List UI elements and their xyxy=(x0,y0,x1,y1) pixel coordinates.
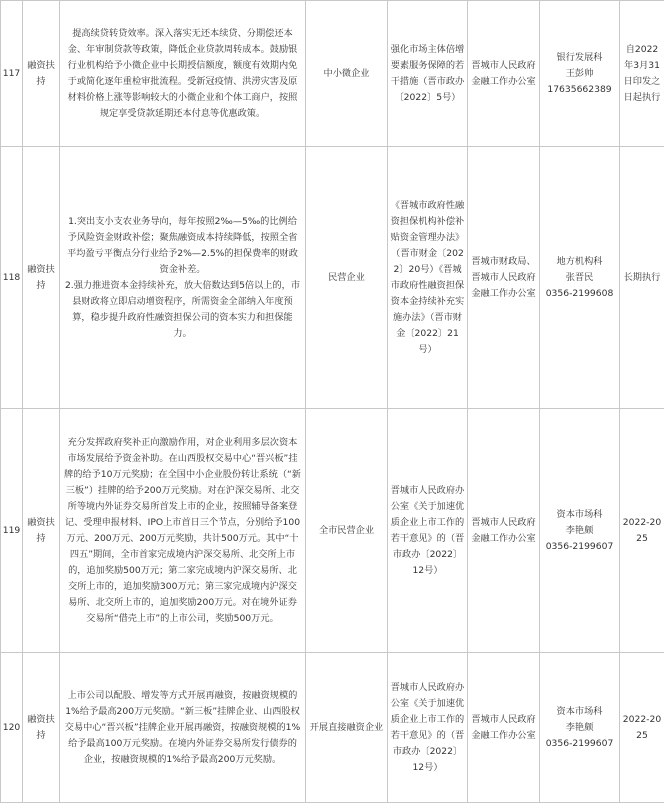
contact-phone: 0356-2199607 xyxy=(542,539,617,555)
policy-paragraph: 1.突出支小支农业务导向，每年按照2‰—5‰的比例给予风险资金财政补偿；聚焦融资成本持续降低，按照全省平均盈亏平衡点分行业给予2%—2.5%的担保费率的财政资金补差。 xyxy=(64,214,301,278)
target-cell: 全市民营企业 xyxy=(306,409,388,653)
category-cell: 融资扶持 xyxy=(23,409,60,653)
policy-content-cell xyxy=(60,409,306,653)
contact-phone: 17635662389 xyxy=(542,82,617,98)
contact-phone: 0356-2199607 xyxy=(542,736,617,752)
contact-person: 张晋民 xyxy=(542,270,617,286)
category-cell: 融资扶持 xyxy=(23,653,60,803)
contact-person: 李艳颇 xyxy=(542,720,617,736)
contact-person: 王彭帅 xyxy=(542,66,617,82)
row-number: 119 xyxy=(1,409,23,653)
contact-section: 银行发展科 xyxy=(542,50,617,66)
department-cell: 晋城市财政局、晋城市人民政府金融工作办公室 xyxy=(468,147,540,409)
policy-content-cell xyxy=(60,147,306,409)
policy-paragraph: 提高续贷转贷效率。深入落实无还本续贷、分期偿还本金、年审制贷款等政策，降低企业贷款周转成本。鼓励银行业机构给予小微企业中长期授信额度，额度有效期内免于或简化逐年重检审批流程。受新冠疫情、洪涝灾害及原材料价格上涨等影响较大的小微企业和个体工商户，按照规定享受贷款延期还本付息等优惠政策。 xyxy=(64,26,301,122)
department-cell: 晋城市人民政府金融工作办公室 xyxy=(468,409,540,653)
row-number: 120 xyxy=(1,653,23,803)
policy-content-cell xyxy=(60,653,306,803)
target-cell: 民营企业 xyxy=(306,147,388,409)
contact-cell xyxy=(540,653,620,803)
target-cell: 中小微企业 xyxy=(306,1,388,147)
basis-cell: 强化市场主体倍增要素服务保障的若干措施（晋市政办〔2022〕5号） xyxy=(388,1,468,147)
row-number: 118 xyxy=(1,147,23,409)
contact-section: 资本市场科 xyxy=(542,704,617,720)
contact-section: 资本市场科 xyxy=(542,507,617,523)
contact-cell xyxy=(540,409,620,653)
period-cell: 2022-2025 xyxy=(620,409,664,653)
category-cell: 融资扶持 xyxy=(23,147,60,409)
contact-cell xyxy=(540,1,620,147)
policy-paragraph: 充分发挥政府奖补正向激励作用，对企业利用多层次资本市场发展给予资金补助。在山西股权交易中心“晋兴板”挂牌的给予10万元奖励；在全国中小企业股份转让系统（“新三板”）挂牌的给予200万元奖励。对在沪深交易所、北交所等境内外证券交易所首发上市的企业，按照辅导备案登记、受理申报材料、IPO上市首日三个节点，分别给予100万元、200万元、200万元奖励，共计500万元。其中“十四五”期间，全市首家完成境内沪深交易所、北交所上市的，追加奖励500万元；第二家完成境内沪深交易所、北交所上市的，追加奖励300万元；第三家完成境内沪深交易所、北交所上市的，追加奖励200万元。对在境外证券交易所“借壳上市”的上市公司，奖励500万元。 xyxy=(64,435,301,627)
basis-cell: 晋城市人民政府办公室《关于加速优质企业上市工作的若干意见》的（晋市政办〔2022〕12号） xyxy=(388,653,468,803)
category-cell: 融资扶持 xyxy=(23,1,60,147)
basis-cell: 《晋城市政府性融资担保机构补偿补贴资金管理办法》（晋市财金〔2022〕20号）《晋城市政府性融资担保资本金持续补充实施办法》（晋市财金〔2022〕21号） xyxy=(388,147,468,409)
policy-content-cell xyxy=(60,1,306,147)
basis-cell: 晋城市人民政府办公室《关于加速优质企业上市工作的若干意见》的（晋市政办〔2022〕12号） xyxy=(388,409,468,653)
department-cell: 晋城市人民政府金融工作办公室 xyxy=(468,653,540,803)
target-cell: 开展直接融资企业 xyxy=(306,653,388,803)
policy-paragraph: 2.强力推进资本金持续补充，放大倍数达到5倍以上的，市县财政将立即启动增资程序，所需资金全部纳入年度预算，稳步提升政府性融资担保公司的资本实力和担保能力。 xyxy=(64,278,301,342)
contact-person: 李艳颇 xyxy=(542,523,617,539)
department-cell: 晋城市人民政府金融工作办公室 xyxy=(468,1,540,147)
contact-cell xyxy=(540,147,620,409)
period-cell: 自2022年3月31日印发之日起执行 xyxy=(620,1,664,147)
table-row xyxy=(1,1,664,147)
contact-section: 地方机构科 xyxy=(542,254,617,270)
table-row xyxy=(1,409,664,653)
contact-phone: 0356-2199608 xyxy=(542,286,617,302)
row-number: 117 xyxy=(1,1,23,147)
policy-paragraph: 上市公司以配股、增发等方式开展再融资，按融资规模的1%给予最高200万元奖励。“新三板”挂牌企业、山西股权交易中心“晋兴板”挂牌企业开展再融资，按融资规模的1%给予最高100万元奖励。在境内外证券交易所发行债券的企业，按融资规模的1%给予最高200万元奖励。 xyxy=(64,688,301,768)
table-row xyxy=(1,653,664,803)
table-row xyxy=(1,147,664,409)
period-cell: 2022-2025 xyxy=(620,653,664,803)
period-cell: 长期执行 xyxy=(620,147,664,409)
